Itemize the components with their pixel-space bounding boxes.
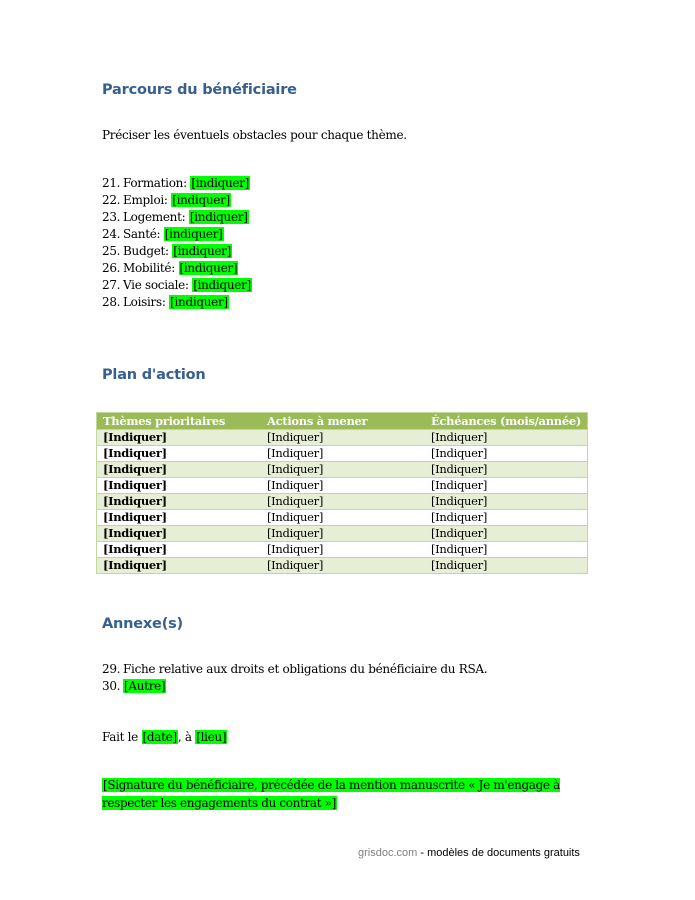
signature-block	[102, 776, 592, 812]
table-cell[interactable]: [Indiquer]	[97, 478, 261, 494]
table-cell[interactable]: [Indiquer]	[425, 430, 588, 446]
table-row	[97, 446, 588, 462]
heading-plan-action: Plan d'action	[102, 367, 206, 383]
parcours-intro: Préciser les éventuels obstacles pour chaque thème.	[102, 128, 407, 142]
placeholder-field[interactable]: [indiquer]	[193, 278, 251, 292]
table-row	[97, 430, 588, 446]
footer-brand-link[interactable]: grisdoc.com	[358, 847, 418, 859]
table-row	[97, 510, 588, 526]
action-plan-table	[96, 412, 588, 574]
table-cell[interactable]: [Indiquer]	[261, 446, 425, 462]
list-item: 29. Fiche relative aux droits et obligations du bénéficiaire du RSA.	[102, 662, 488, 676]
placeholder-field[interactable]: [indiquer]	[172, 193, 230, 207]
table-cell[interactable]: [Indiquer]	[261, 526, 425, 542]
table-cell[interactable]: [Indiquer]	[425, 446, 588, 462]
signature-date-place: Fait le [date], à [lieu]	[102, 730, 227, 744]
heading-parcours: Parcours du bénéficiaire	[102, 82, 297, 98]
table-cell[interactable]: [Indiquer]	[261, 558, 425, 574]
table-cell[interactable]: [Indiquer]	[97, 510, 261, 526]
table-row	[97, 462, 588, 478]
placeholder-field[interactable]: [indiquer]	[164, 227, 223, 241]
table-cell[interactable]: [Indiquer]	[97, 462, 261, 478]
table-cell[interactable]: [Indiquer]	[97, 430, 261, 446]
date-placeholder[interactable]: [date]	[142, 730, 177, 744]
placeholder-field[interactable]: [indiquer]	[173, 244, 231, 258]
column-header: Actions à mener	[261, 413, 425, 430]
table-row	[97, 542, 588, 558]
table-cell[interactable]: [Indiquer]	[261, 478, 425, 494]
table-row	[97, 526, 588, 542]
annexes-list	[102, 661, 487, 695]
table-row	[97, 478, 588, 494]
placeholder-field[interactable]: [indiquer]	[179, 261, 238, 275]
list-item: 24. Santé: [indiquer]	[102, 227, 223, 241]
table-cell[interactable]: [Indiquer]	[425, 542, 588, 558]
table-cell[interactable]: [Indiquer]	[97, 526, 261, 542]
table-cell[interactable]: [Indiquer]	[261, 430, 425, 446]
footer-tagline: - modèles de documents gratuits	[417, 847, 580, 859]
footer	[358, 847, 580, 859]
list-item: 30. [Autre]	[102, 679, 166, 693]
list-item: 25. Budget: [indiquer]	[102, 244, 231, 258]
placeholder-field[interactable]: [Autre]	[124, 679, 166, 693]
place-placeholder[interactable]: [lieu]	[196, 730, 227, 744]
table-cell[interactable]: [Indiquer]	[425, 494, 588, 510]
table-cell[interactable]: [Indiquer]	[261, 462, 425, 478]
table-cell[interactable]: [Indiquer]	[97, 542, 261, 558]
table-cell[interactable]: [Indiquer]	[425, 526, 588, 542]
table-header-row	[97, 413, 588, 430]
table-cell[interactable]: [Indiquer]	[97, 558, 261, 574]
table-cell[interactable]: [Indiquer]	[97, 494, 261, 510]
signature-placeholder[interactable]: [Signature du bénéficiaire, précédée de la mention manuscrite « Je m'engage à respecter les engagements du contrat »]	[102, 778, 560, 810]
table-row	[97, 494, 588, 510]
table-cell[interactable]: [Indiquer]	[425, 558, 588, 574]
table-cell[interactable]: [Indiquer]	[425, 478, 588, 494]
list-item: 26. Mobilité: [indiquer]	[102, 261, 238, 275]
obstacles-list	[102, 175, 252, 311]
table-row	[97, 558, 588, 574]
column-header: Thèmes prioritaires	[97, 413, 261, 430]
table-cell[interactable]: [Indiquer]	[425, 510, 588, 526]
column-header: Échéances (mois/année)	[425, 413, 588, 430]
placeholder-field[interactable]: [indiquer]	[189, 210, 248, 224]
list-item: 22. Emploi: [indiquer]	[102, 193, 230, 207]
table-cell[interactable]: [Indiquer]	[425, 462, 588, 478]
table-cell[interactable]: [Indiquer]	[97, 446, 261, 462]
table-cell[interactable]: [Indiquer]	[261, 494, 425, 510]
table-cell[interactable]: [Indiquer]	[261, 542, 425, 558]
table-cell[interactable]: [Indiquer]	[261, 510, 425, 526]
list-item: 23. Logement: [indiquer]	[102, 210, 248, 224]
placeholder-field[interactable]: [indiquer]	[170, 295, 228, 309]
list-item: 27. Vie sociale: [indiquer]	[102, 278, 251, 292]
placeholder-field[interactable]: [indiquer]	[191, 176, 250, 190]
heading-annexes: Annexe(s)	[102, 616, 183, 632]
list-item: 21. Formation: [indiquer]	[102, 176, 250, 190]
list-item: 28. Loisirs: [indiquer]	[102, 295, 228, 309]
